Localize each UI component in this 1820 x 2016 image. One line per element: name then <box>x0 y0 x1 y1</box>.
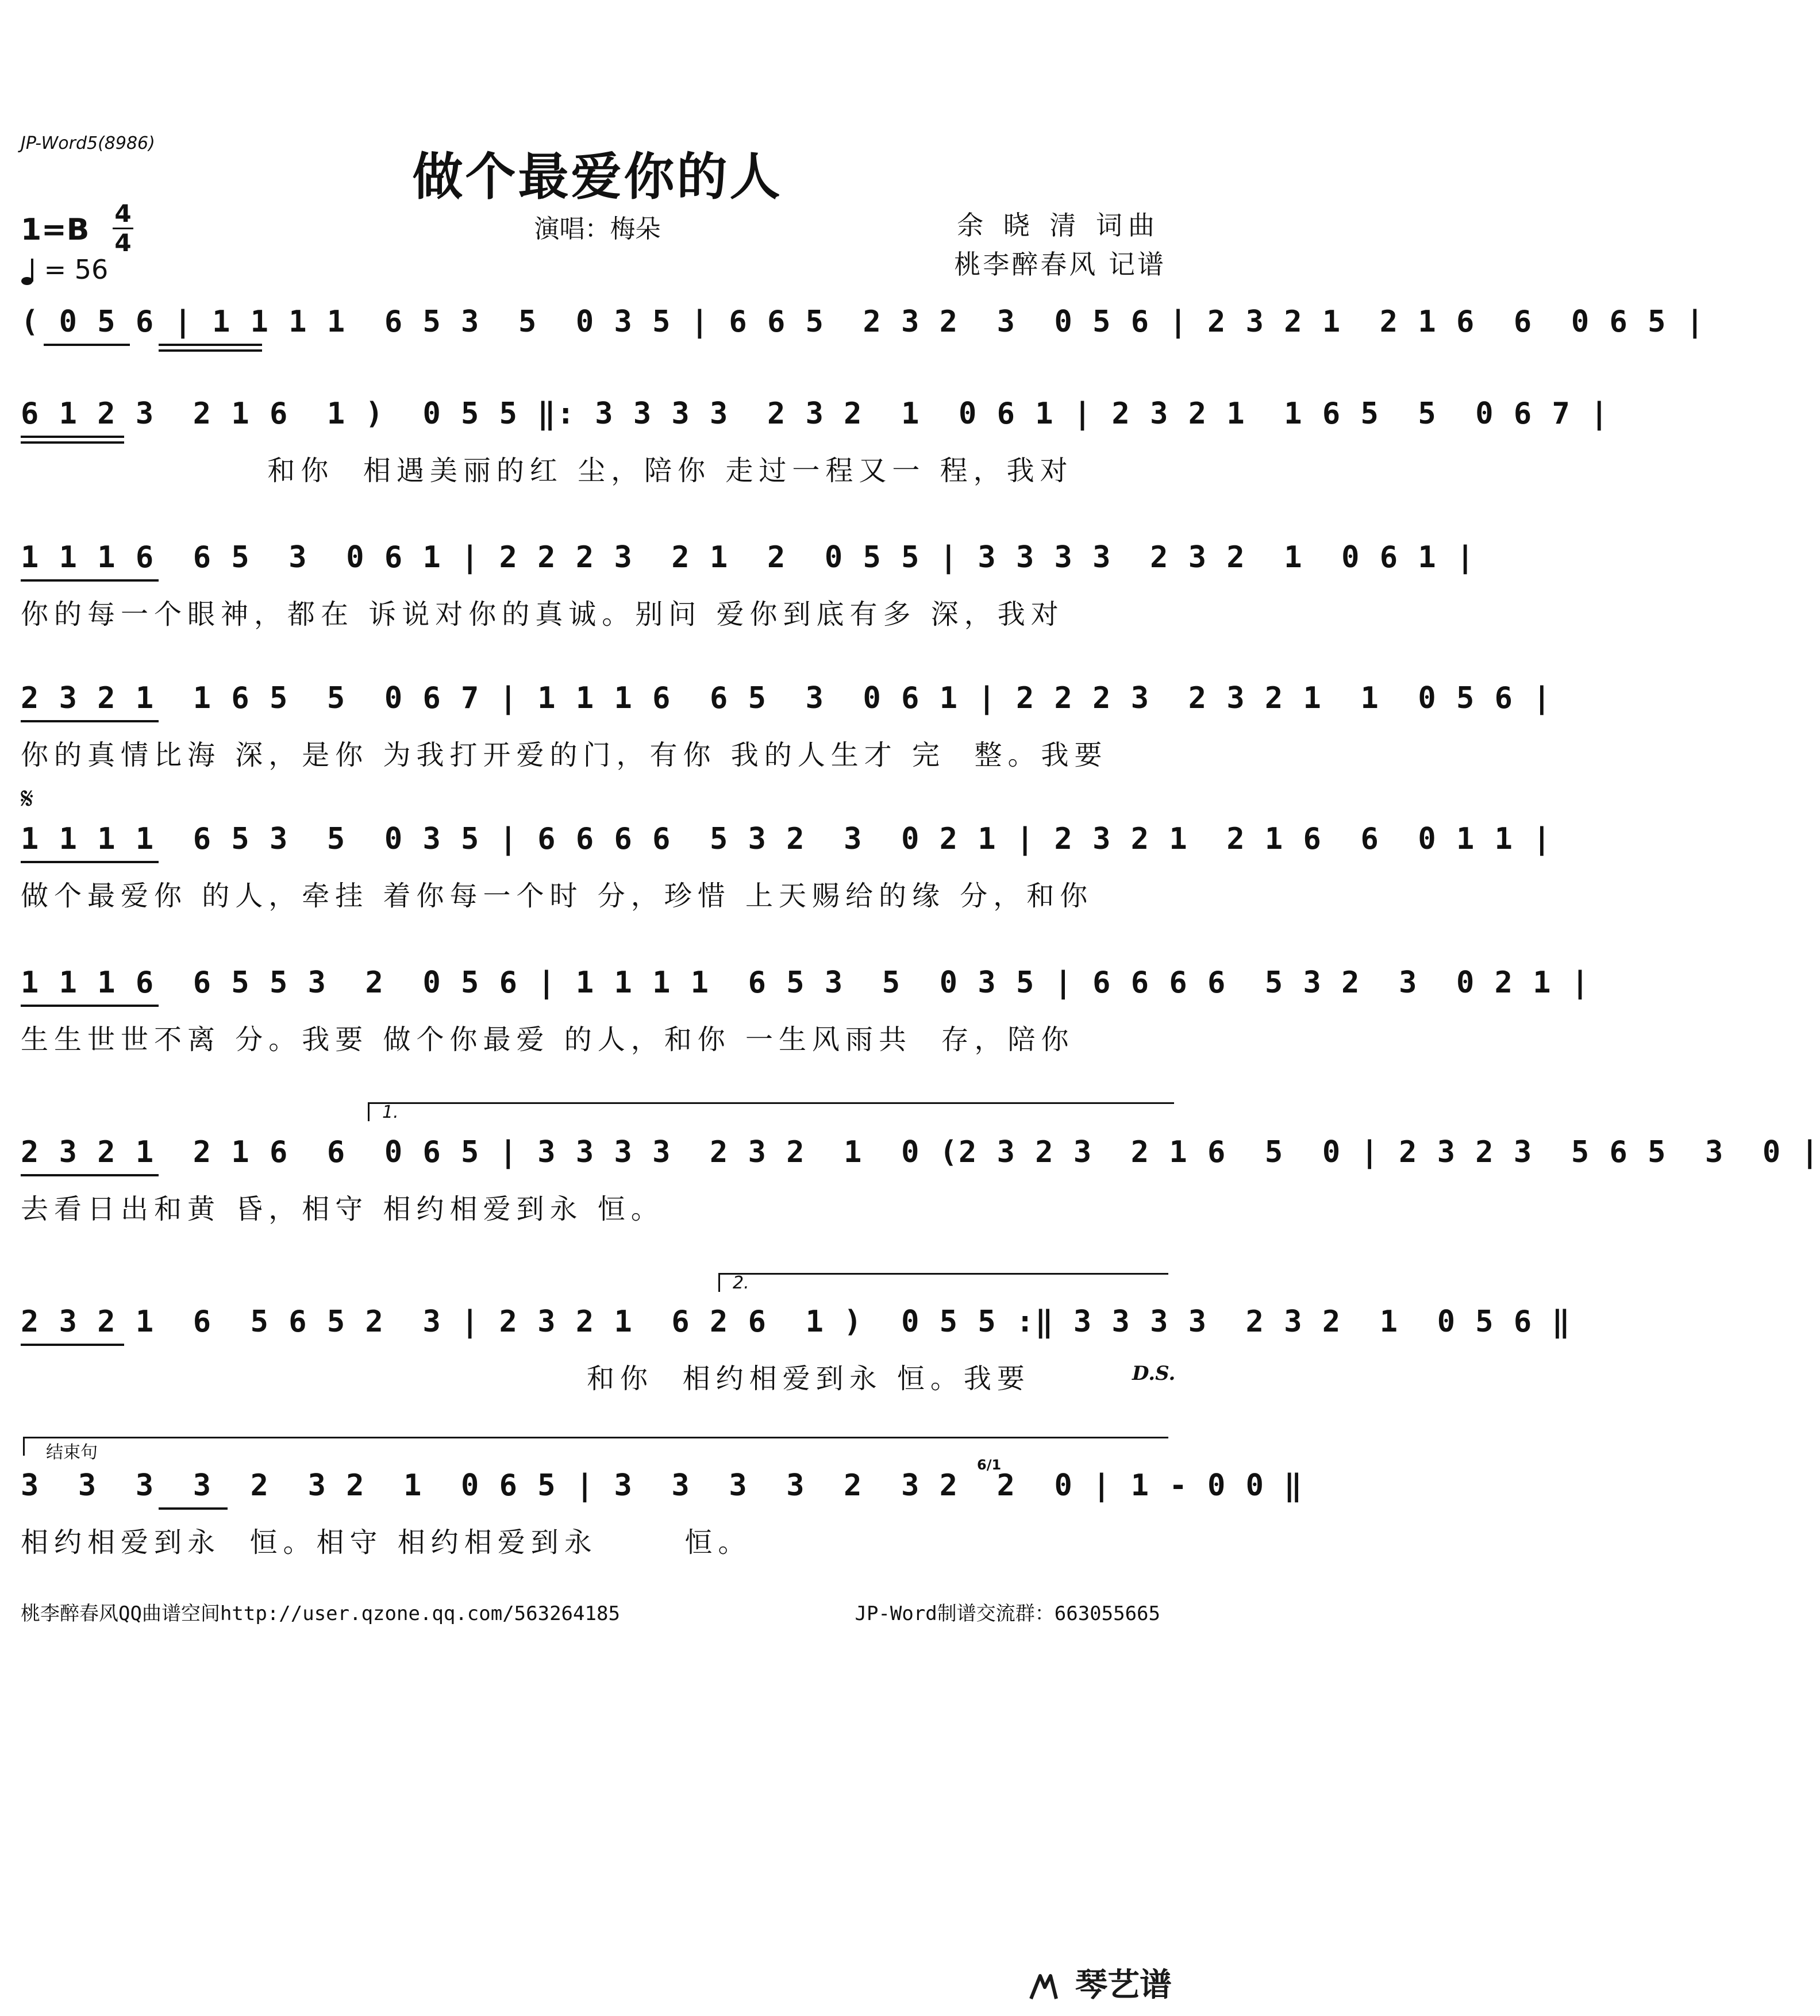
song-title: 做个最爱你的人 <box>412 147 783 206</box>
underline-beam <box>44 344 130 346</box>
ending-label: 结束句 <box>46 1442 98 1463</box>
lyrics-line: 做个最爱你 的人，牵挂 着你每一个时 分，珍惜 上天赐给的缘 分，和你 <box>21 880 1094 912</box>
dal-segno-mark: D.S. <box>1132 1362 1176 1385</box>
staff-system-2 <box>21 397 1610 494</box>
volta-label-2: 2. <box>733 1273 749 1293</box>
underline-beam <box>21 861 159 863</box>
underline-beam <box>159 349 262 352</box>
tempo-marking <box>21 254 108 286</box>
underline-beam <box>21 1344 124 1346</box>
notation-line: 2 3 2 1 6 5 6 5 2 3 | 2 3 2 1 6 2 6 1 ) 0 5 5 :‖ 3 3 3 3 2 3 2 1 0 5 6 ‖ <box>21 1305 1571 1339</box>
volta-label-1: 1. <box>382 1102 399 1122</box>
staff-system-5 <box>21 822 1552 919</box>
staff-system-1 <box>21 305 1705 368</box>
footer-right-text: JP-Word制谱交流群：663055665 <box>855 1602 1160 1625</box>
ending-bracket <box>23 1437 1168 1456</box>
underline-beam <box>159 344 262 346</box>
underline-beam <box>159 1507 228 1510</box>
segno-sign: 𝄋 <box>21 782 34 816</box>
notation-line: ( 0 5 6 | 1 1 1 1 6 5 3 5 0 3 5 | 6 6 5 2 3 2 3 0 5 6 | 2 3 2 1 2 1 6 6 0 6 5 | <box>21 305 1705 339</box>
notation-line: 2 3 2 1 2 1 6 6 0 6 5 | 3 3 3 3 2 3 2 1 0 (2 3 2 3 2 1 6 5 0 | 2 3 2 3 5 6 5 3 0 | <box>21 1135 1820 1169</box>
logo-mark-icon <box>1028 1971 1060 2003</box>
notation-line: 1 1 1 6 6 5 5 3 2 0 5 6 | 1 1 1 1 6 5 3 5 0 3 5 | 6 6 6 6 5 3 2 3 0 2 1 | <box>21 965 1591 1000</box>
key-text: 1=B <box>21 213 90 247</box>
underline-beam <box>21 720 159 722</box>
composer-credit: 余 晓 清 词曲 <box>957 210 1160 241</box>
underline-beam <box>21 579 159 582</box>
time-top: 4 <box>114 199 132 228</box>
notation-line: 3 3 3 3 2 3 2 1 0 6 5 | 3 3 3 3 2 3 2 2 0 | 1 - 0 0 ‖ <box>21 1468 1303 1503</box>
lyrics-line: 相约相爱到永 恒。相守 相约相爱到永 恒。 <box>21 1526 752 1559</box>
underline-beam <box>21 441 124 444</box>
notation-line: 1 1 1 6 6 5 3 0 6 1 | 2 2 2 3 2 1 2 0 5 5 | 3 3 3 3 2 3 2 1 0 6 1 | <box>21 540 1476 575</box>
footer-left-text: 桃李醉春风QQ曲谱空间http://user.qzone.qq.com/563264185 <box>21 1602 620 1625</box>
staff-system-3 <box>21 540 1476 638</box>
notation-line: 2 3 2 1 1 6 5 5 0 6 7 | 1 1 1 6 6 5 3 0 6 1 | 2 2 2 3 2 3 2 1 1 0 5 6 | <box>21 681 1552 715</box>
quarter-note-icon <box>21 257 36 286</box>
staff-system-8 <box>21 1305 1571 1402</box>
staff-system-7 <box>21 1135 1820 1233</box>
volta-bracket-1 <box>368 1102 1174 1121</box>
time-bottom: 4 <box>114 229 132 257</box>
lyrics-line: 去看日出和黄 昏，相守 相约相爱到永 恒。 <box>21 1193 664 1225</box>
tempo-value: = 56 <box>44 254 109 285</box>
underline-beam <box>21 1005 159 1007</box>
lyrics-line: 和你 相遇美丽的红 尘，陪你 走过一程又一 程，我对 <box>21 455 1073 487</box>
lyrics-line: 生生世世不离 分。我要 做个你最爱 的人，和你 一生风雨共 存，陪你 <box>21 1024 1075 1056</box>
volta-bracket-2 <box>718 1273 1168 1292</box>
staff-system-4 <box>21 681 1552 779</box>
notation-line: 1 1 1 1 6 5 3 5 0 3 5 | 6 6 6 6 5 3 2 3 0 2 1 | 2 3 2 1 2 1 6 6 0 1 1 | <box>21 822 1552 856</box>
transcriber-credit: 桃李醉春风 记谱 <box>954 249 1166 280</box>
underline-beam <box>21 1174 159 1176</box>
brand-logo <box>1028 1960 1172 2006</box>
lyrics-line: 你的真情比海 深，是你 为我打开爱的门，有你 我的人生才 完 整。我要 <box>21 739 1108 771</box>
software-label: JP-Word5(8986) <box>21 133 155 153</box>
fermata-fraction: 6/1 <box>977 1457 1002 1473</box>
staff-system-9 <box>21 1468 1303 1566</box>
singer-credit: 演唱：梅朵 <box>534 214 661 244</box>
lyrics-line: 和你 相约相爱到永 恒。我要 <box>21 1363 1030 1395</box>
lyrics-line: 你的每一个眼神，都在 诉说对你的真诚。别问 爱你到底有多 深，我对 <box>21 598 1064 630</box>
staff-system-6 <box>21 965 1591 1063</box>
logo-text: 琴艺谱 <box>1075 1967 1172 2004</box>
underline-beam <box>21 436 124 438</box>
notation-line: 6 1 2 3 2 1 6 1 ) 0 5 5 ‖: 3 3 3 3 2 3 2 1 0 6 1 | 2 3 2 1 1 6 5 5 0 6 7 | <box>21 397 1610 431</box>
